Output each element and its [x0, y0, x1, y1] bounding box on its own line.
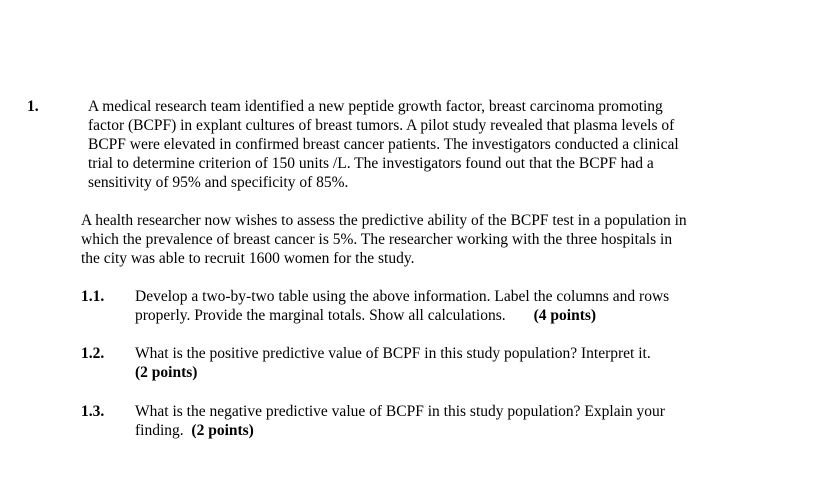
subquestion-line: What is the positive predictive value of BCPF in this study population? Interpret it.: [135, 345, 651, 362]
subquestion-number: 1.2.: [81, 345, 105, 362]
subquestion-text: [135, 344, 755, 382]
points-label: (2 points): [191, 422, 254, 439]
question-number: 1.: [27, 98, 39, 115]
question-intro: [88, 97, 748, 192]
subquestion-line: [135, 421, 755, 440]
subquestion-line-text: finding.: [135, 422, 184, 439]
points-label: (2 points): [135, 364, 198, 381]
context-line: A health researcher now wishes to assess the predictive ability of the BCPF test in a population in: [81, 212, 687, 229]
intro-line: factor (BCPF) in explant cultures of breast tumors. A pilot study revealed that plasma levels of: [88, 117, 675, 134]
context-line: which the prevalence of breast cancer is 5%. The researcher working with the three hospitals in: [81, 231, 673, 248]
intro-line: trial to determine criterion of 150 units /L. The investigators found out that the BCPF had a: [88, 155, 654, 172]
question-context: [81, 211, 751, 268]
subquestion-text: [135, 287, 755, 325]
intro-line: A medical research team identified a new peptide growth factor, breast carcinoma promoting: [88, 98, 663, 115]
intro-line: sensitivity of 95% and specificity of 85%.: [88, 174, 349, 191]
subquestion-text: [135, 402, 755, 440]
subquestion-number: 1.3.: [81, 403, 105, 420]
subquestion-number: 1.1.: [81, 288, 105, 305]
subquestion-line: [135, 306, 755, 325]
subquestion-line: What is the negative predictive value of BCPF in this study population? Explain your: [135, 403, 665, 420]
subquestion-line: Develop a two-by-two table using the above information. Label the columns and rows: [135, 288, 670, 305]
subquestion-line-text: properly. Provide the marginal totals. Show all calculations.: [135, 307, 506, 324]
points-label: (4 points): [533, 307, 597, 324]
intro-line: BCPF were elevated in confirmed breast cancer patients. The investigators conducted a clinical: [88, 136, 679, 153]
context-line: the city was able to recruit 1600 women for the study.: [81, 250, 415, 267]
